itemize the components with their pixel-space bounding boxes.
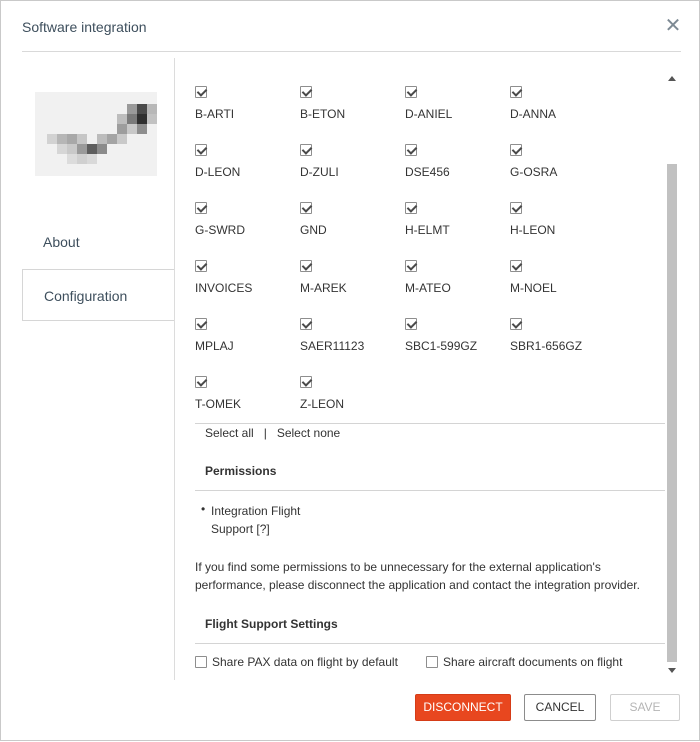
checkbox-label: Z-LEON xyxy=(300,397,345,411)
app-logo xyxy=(35,92,157,176)
checkbox[interactable] xyxy=(195,86,207,98)
checkbox[interactable] xyxy=(300,86,312,98)
aircraft-checkbox-item[interactable] xyxy=(405,202,510,242)
checkbox-label: SBC1-599GZ xyxy=(405,339,478,353)
checkbox[interactable] xyxy=(195,318,207,330)
aircraft-checkbox-item[interactable] xyxy=(510,260,615,300)
aircraft-checkbox-item[interactable] xyxy=(195,376,300,416)
checkbox-label: SBR1-656GZ xyxy=(510,339,583,353)
permissions-info-text: If you find some permissions to be unnecessary for the external application's performance, please disconnect the application and contact the integration provider. xyxy=(195,560,640,592)
checkbox-label: D-ANNA xyxy=(510,107,557,121)
checkbox[interactable] xyxy=(510,144,522,156)
checkbox[interactable] xyxy=(405,144,417,156)
checkbox-label: H-LEON xyxy=(510,223,556,237)
vertical-scrollbar[interactable] xyxy=(665,72,679,679)
divider xyxy=(195,643,665,644)
aircraft-checkbox-item[interactable] xyxy=(510,318,615,358)
logo-pixel xyxy=(117,124,127,134)
logo-pixel xyxy=(57,134,67,144)
separator: | xyxy=(263,426,267,440)
checkbox-label: D-ANIEL xyxy=(405,107,453,121)
logo-pixel xyxy=(77,144,87,154)
header-divider xyxy=(22,51,681,52)
logo-pixel xyxy=(57,144,67,154)
aircraft-checkbox-item[interactable] xyxy=(300,376,405,416)
close-icon[interactable]: ✕ xyxy=(664,15,682,37)
checkbox-label: D-LEON xyxy=(195,165,241,179)
aircraft-checkbox-item[interactable] xyxy=(300,144,405,184)
aircraft-checkbox-item[interactable] xyxy=(195,144,300,184)
logo-pixel xyxy=(137,114,147,124)
checkbox[interactable] xyxy=(510,86,522,98)
cancel-button[interactable]: CANCEL xyxy=(524,694,596,721)
checkbox-label: G-OSRA xyxy=(510,165,558,179)
logo-pixel xyxy=(147,114,157,124)
checkbox[interactable] xyxy=(195,260,207,272)
divider xyxy=(195,490,665,491)
aircraft-checkbox-item[interactable] xyxy=(510,144,615,184)
checkbox-label: M-ATEO xyxy=(405,281,451,295)
checkbox-label: T-OMEK xyxy=(195,397,242,411)
checkbox-label: B-ARTI xyxy=(195,107,235,121)
aircraft-checkbox-item[interactable] xyxy=(510,86,615,126)
aircraft-checkbox-item[interactable] xyxy=(195,202,300,242)
help-link[interactable]: [?] xyxy=(256,522,270,536)
logo-pixel xyxy=(127,124,137,134)
logo-pixel xyxy=(127,104,137,114)
checkbox-label: B-ETON xyxy=(300,107,346,121)
save-button[interactable]: SAVE xyxy=(610,694,680,721)
permission-item xyxy=(211,502,321,538)
flight-support-heading: Flight Support Settings xyxy=(205,617,338,631)
share-docs-option[interactable] xyxy=(426,655,636,671)
disconnect-button[interactable]: DISCONNECT xyxy=(415,694,511,721)
aircraft-checkbox-item[interactable] xyxy=(405,86,510,126)
logo-pixel xyxy=(77,154,87,164)
logo-pixel xyxy=(97,134,107,144)
logo-pixel xyxy=(67,134,77,144)
checkbox-label: G-SWRD xyxy=(195,223,245,237)
permissions-heading: Permissions xyxy=(205,464,277,478)
bullet: • xyxy=(201,502,206,516)
checkbox[interactable] xyxy=(195,144,207,156)
checkbox[interactable] xyxy=(510,260,522,272)
checkbox-label: D-ZULI xyxy=(300,165,339,179)
scroll-down-icon[interactable] xyxy=(668,668,676,673)
aircraft-checkbox-item[interactable] xyxy=(405,144,510,184)
select-none-link[interactable]: Select none xyxy=(276,426,341,440)
checkbox-label: INVOICES xyxy=(195,281,253,295)
select-links xyxy=(205,426,340,440)
aircraft-checkbox-item[interactable] xyxy=(195,318,300,358)
logo-pixel xyxy=(137,124,147,134)
aircraft-checkbox-item[interactable] xyxy=(300,202,405,242)
aircraft-checkbox-item[interactable] xyxy=(300,86,405,126)
permission-label: Integration Flight Support xyxy=(211,504,301,536)
logo-pixel xyxy=(47,134,57,144)
aircraft-checkbox-item[interactable] xyxy=(510,202,615,242)
checkbox-label: DSE456 xyxy=(405,165,450,179)
logo-pixel xyxy=(87,144,97,154)
checkbox[interactable] xyxy=(300,260,312,272)
aircraft-checkbox-item[interactable] xyxy=(300,260,405,300)
checkbox[interactable] xyxy=(405,86,417,98)
checkbox[interactable] xyxy=(405,318,417,330)
dialog-footer xyxy=(1,680,700,742)
logo-pixel xyxy=(67,154,77,164)
scroll-thumb[interactable] xyxy=(667,164,677,662)
checkbox-label: MPLAJ xyxy=(195,339,234,353)
logo-pixel xyxy=(77,134,87,144)
configuration-panel xyxy=(175,58,665,680)
share-docs-checkbox[interactable] xyxy=(426,656,438,668)
checkbox-label: H-ELMT xyxy=(405,223,450,237)
logo-pixel xyxy=(137,104,147,114)
aircraft-checkbox-item[interactable] xyxy=(195,260,300,300)
checkbox[interactable] xyxy=(510,318,522,330)
divider xyxy=(195,423,665,424)
sidebar-tab-about[interactable]: About xyxy=(43,234,80,250)
checkbox[interactable] xyxy=(300,144,312,156)
aircraft-checkbox-item[interactable] xyxy=(300,318,405,358)
logo-pixel xyxy=(127,114,137,124)
checkbox-label: SAER11123 xyxy=(300,339,365,353)
dialog-title: Software integration xyxy=(22,19,147,35)
aircraft-checkbox-item[interactable] xyxy=(405,260,510,300)
checkbox[interactable] xyxy=(195,202,207,214)
logo-pixel xyxy=(67,144,77,154)
dialog-header xyxy=(1,1,700,53)
checkbox-label: GND xyxy=(300,223,327,237)
select-all-link[interactable]: Select all xyxy=(205,426,254,440)
checkbox[interactable] xyxy=(300,318,312,330)
aircraft-checkbox-item[interactable] xyxy=(405,318,510,358)
checkbox[interactable] xyxy=(300,202,312,214)
logo-pixel xyxy=(117,114,127,124)
checkbox[interactable] xyxy=(510,202,522,214)
logo-pixel xyxy=(147,104,157,114)
checkbox[interactable] xyxy=(195,376,207,388)
sidebar-tab-configuration[interactable]: Configuration xyxy=(22,269,175,321)
share-pax-option[interactable] xyxy=(195,655,405,671)
checkbox-label: M-AREK xyxy=(300,281,347,295)
logo-pixel xyxy=(117,134,127,144)
checkbox-label: M-NOEL xyxy=(510,281,557,295)
share-pax-checkbox[interactable] xyxy=(195,656,207,668)
logo-pixel xyxy=(107,134,117,144)
scroll-up-icon[interactable] xyxy=(668,76,676,81)
aircraft-checkbox-item[interactable] xyxy=(195,86,300,126)
checkbox[interactable] xyxy=(300,376,312,388)
logo-pixel xyxy=(97,144,107,154)
share-docs-label: Share aircraft documents on flight xyxy=(443,655,623,669)
checkbox[interactable] xyxy=(405,202,417,214)
sidebar xyxy=(22,58,175,680)
logo-pixel xyxy=(87,154,97,164)
checkbox[interactable] xyxy=(405,260,417,272)
share-pax-label: Share PAX data on flight by default xyxy=(212,655,398,669)
